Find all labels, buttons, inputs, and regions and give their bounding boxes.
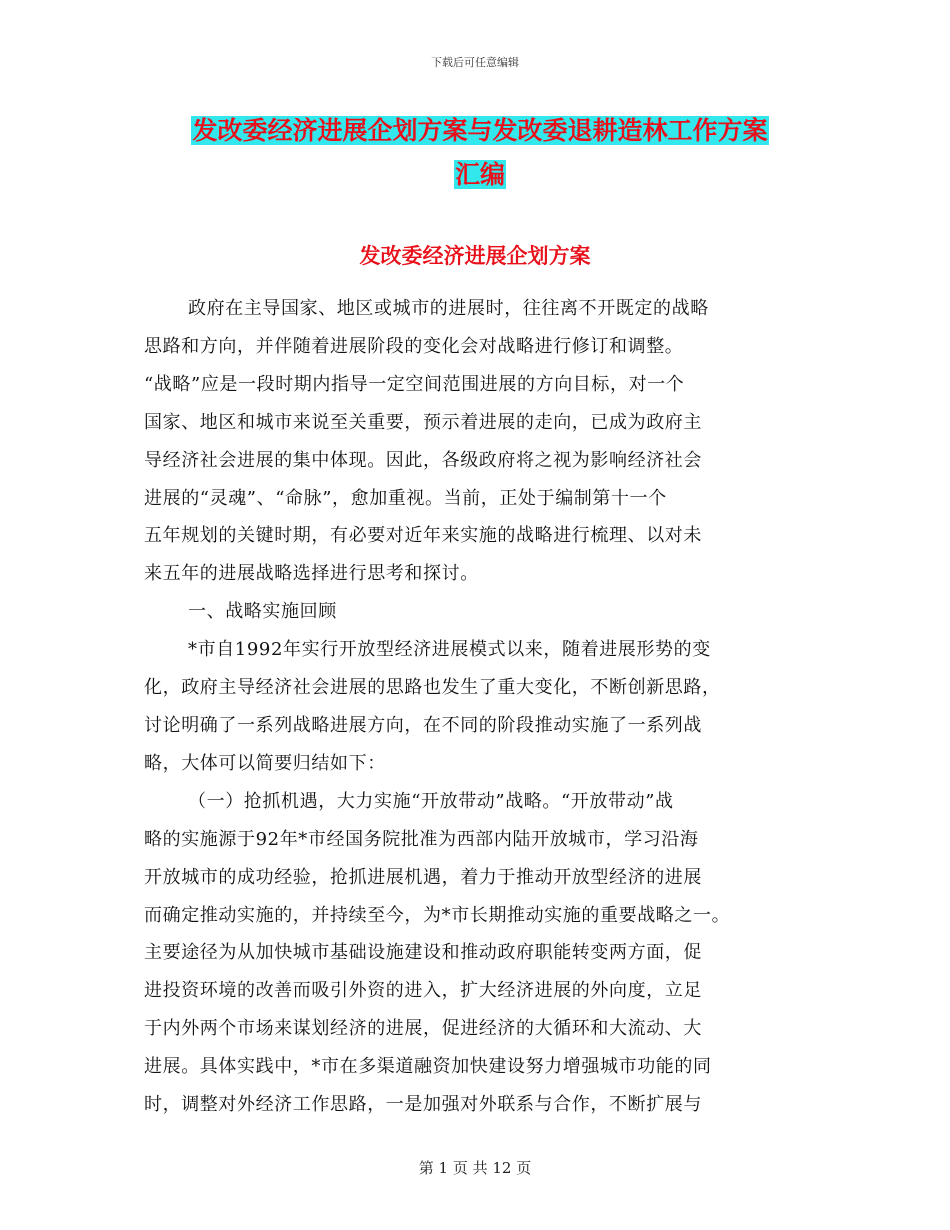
document-title-line-2: 汇编	[454, 160, 505, 189]
text-line: 进投资环境的改善而吸引外资的进入，扩大经济进展的外向度，立足	[144, 980, 702, 1002]
text-line: 化，政府主导经济社会进展的思路也发生了重大变化，不断创新思路，	[144, 677, 721, 699]
text-line: 略，大体可以简要归结如下：	[144, 752, 386, 774]
text-line: 时，调整对外经济工作思路，一是加强对外联系与合作，不断扩展与	[144, 1094, 702, 1116]
section-title: 发改委经济进展企划方案	[359, 243, 591, 268]
text-line: 进展的“灵魂”、“命脉”，愈加重视。当前，正处于编制第十一个	[144, 487, 667, 509]
document-title-line-1: 发改委经济进展企划方案与发改委退耕造林工作方案	[192, 116, 768, 145]
text-line: 进展。具体实践中，*市在多渠道融资加快建设努力增强城市功能的同	[144, 1056, 712, 1078]
text-line: 五年规划的关键时期，有必要对近年来实施的战略进行梳理、以对未	[144, 525, 702, 547]
text-line: 而确定推动实施的，并持续至今，为*市长期推动实施的重要战略之一。	[144, 904, 731, 926]
text-line: （一）抢抓机遇，大力实施“开放带动”战略。“开放带动”战	[188, 790, 674, 812]
header-note: 下载后可任意编辑	[431, 56, 519, 69]
text-line: 政府在主导国家、地区或城市的进展时，往往离不开既定的战略	[188, 298, 709, 319]
text-line: 来五年的进展战略选择进行思考和探讨。	[144, 563, 479, 585]
page-footer: 第 1 页 共 12 页	[418, 1159, 532, 1177]
text-line: 开放城市的成功经验，抢抓进展机遇，着力于推动开放型经济的进展	[144, 866, 702, 888]
subheading: 一、战略实施回顾	[188, 601, 337, 623]
text-line: *市自1992年实行开放型经济进展模式以来，随着进展形势的变	[188, 639, 711, 661]
text-line: 思路和方向，并伴随着进展阶段的变化会对战略进行修订和调整。	[144, 335, 684, 357]
body-text	[144, 290, 824, 1124]
text-line: 于内外两个市场来谋划经济的进展，促进经济的大循环和大流动、大	[144, 1018, 702, 1040]
text-line: 导经济社会进展的集中体现。因此，各级政府将之视为影响经济社会	[144, 449, 702, 471]
text-line: 国家、地区和城市来说至关重要，预示着进展的走向，已成为政府主	[144, 411, 702, 433]
text-line: 主要途径为从加快城市基础设施建设和推动政府职能转变两方面，促	[144, 942, 702, 964]
text-line: 讨论明确了一系列战略进展方向，在不同的阶段推动实施了一系列战	[144, 714, 702, 736]
text-line: “战略”应是一段时期内指导一定空间范围进展的方向目标，对一个	[144, 373, 685, 395]
text-line: 略的实施源于92年*市经国务院批准为西部内陆开放城市，学习沿海	[144, 828, 699, 850]
